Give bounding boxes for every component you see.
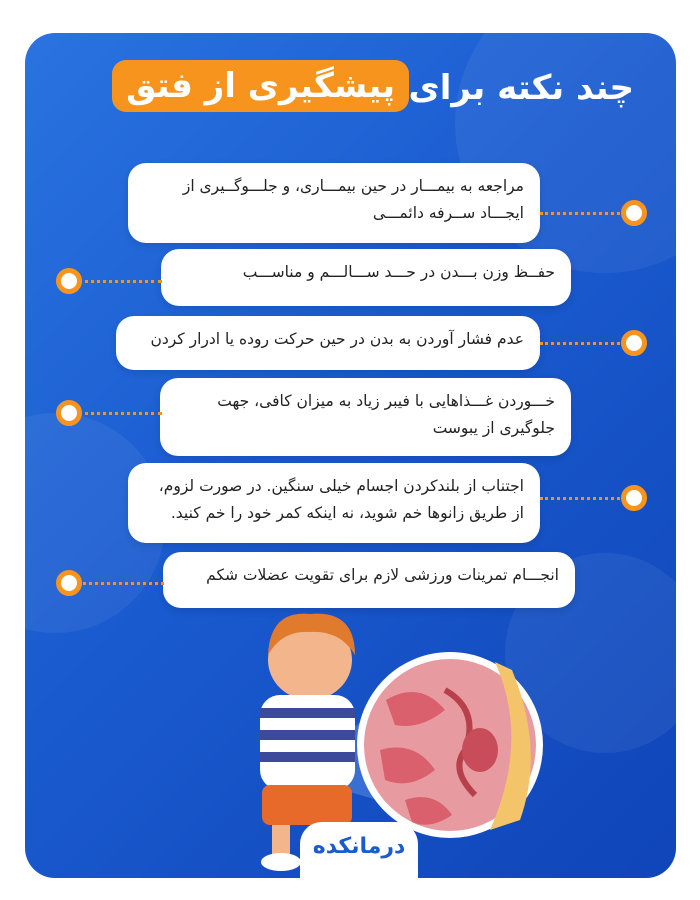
tip-card-4 <box>160 378 571 456</box>
page-title <box>114 60 634 130</box>
hernia-closeup-image <box>357 652 543 838</box>
tip-connector <box>78 582 164 585</box>
brand-logo <box>300 822 418 878</box>
tip-text: خـــوردن غـــذاهایی با فیبر زیاد به میزان کافی، جهت جلوگیری از یبوست <box>217 392 555 437</box>
hernia-illustration <box>190 600 660 878</box>
tip-connector <box>78 412 162 415</box>
tip-text: حفــظ وزن بـــدن در حـــد ســـالـــم و مناســـب <box>242 263 555 281</box>
tip-text: اجتناب از بلندکردن اجسام خیلی سنگین. در صورت لزوم، از طریق زانوها خم شوید، نه اینکه کمر خود را خم کنید. <box>158 477 524 522</box>
tip-card-2 <box>161 249 571 306</box>
tip-connector <box>540 212 626 215</box>
tip-connector <box>540 342 626 345</box>
logo-text: درمانکده <box>312 834 406 859</box>
bullet-dot-icon <box>56 268 82 294</box>
tip-text: انجـــام تمرینات ورزشی لازم برای تقویت عضلات شکم <box>206 566 559 584</box>
tip-card-3 <box>116 316 540 370</box>
bullet-dot-icon <box>621 330 647 356</box>
title-highlight: پیشگیری از فتق <box>112 60 409 112</box>
tip-connector <box>78 280 162 283</box>
tip-text: عدم فشار آوردن به بدن در حین حرکت روده یا ادرار کردن <box>150 330 524 348</box>
tip-card-1 <box>128 163 540 243</box>
tip-text: مراجعه به بیمـــار در حین بیمـــاری، و جلـــوگــیری از ایجـــاد ســرفه دائمـــی <box>182 177 524 222</box>
tip-connector <box>540 497 626 500</box>
bullet-dot-icon <box>56 400 82 426</box>
bullet-dot-icon <box>56 570 82 596</box>
title-main: چند نکته برای <box>408 68 634 108</box>
bullet-dot-icon <box>621 485 647 511</box>
bullet-dot-icon <box>621 200 647 226</box>
tip-card-5 <box>128 463 540 543</box>
